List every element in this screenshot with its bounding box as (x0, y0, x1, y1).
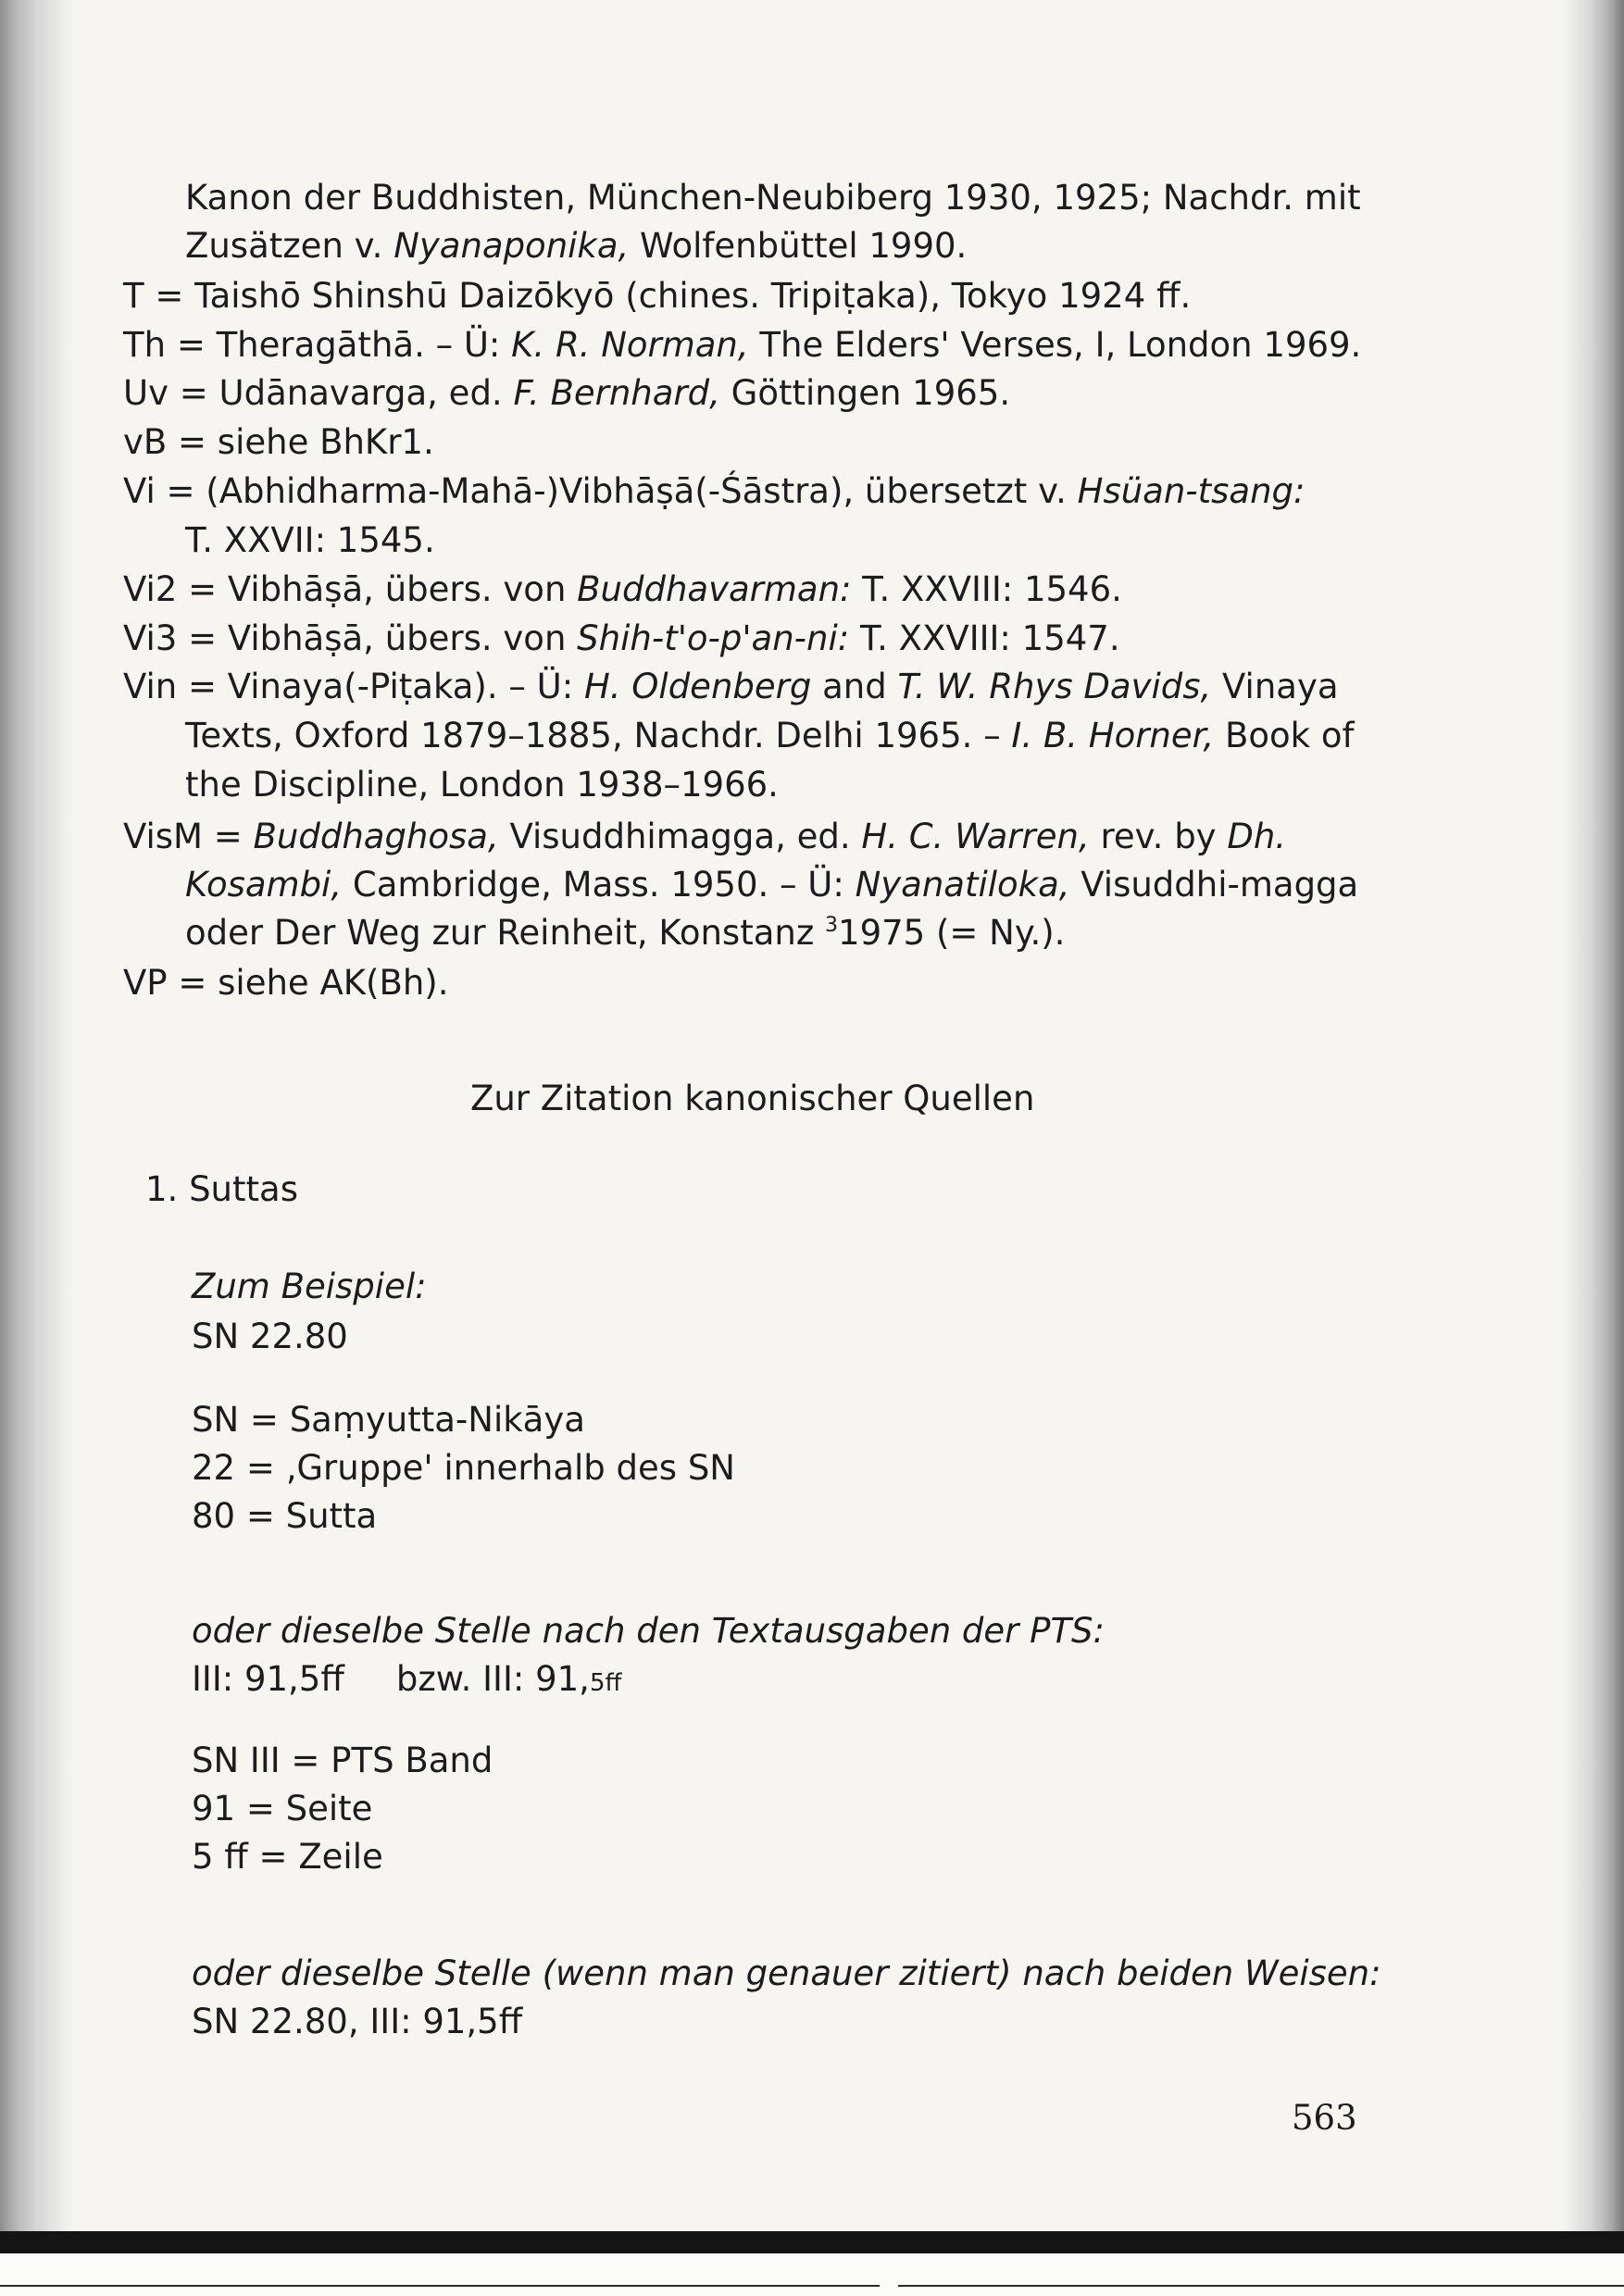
pts-reference-b: bzw. III: 91, (395, 1659, 590, 1699)
bibliography-text: T. XXVIII: 1546. (851, 569, 1122, 609)
bibliography-text: VP = siehe AK(Bh). (123, 963, 449, 1003)
bibliography-text: I. B. Horner, (1011, 716, 1215, 755)
bibliography-text: rev. by (1089, 817, 1228, 856)
bibliography-text: Cambridge, Mass. 1950. – Ü: (342, 865, 856, 905)
bibliography-line (185, 861, 1358, 909)
bibliography-text: The Elders' Verses, I, London 1969. (748, 325, 1362, 365)
bibliography-text: T. XXVIII: 1547. (849, 618, 1120, 658)
bibliography-text: Nyanatiloka, (855, 865, 1070, 905)
explanation-line: 80 = Sutta (192, 1496, 378, 1536)
bibliography-text: H. Oldenberg (583, 667, 812, 706)
page-gutter-right (1559, 0, 1624, 2240)
both-label: oder dieselbe Stelle (wenn man genauer zitiert) nach beiden Weisen: (192, 1953, 1381, 1993)
page-number: 563 (1292, 2098, 1357, 2138)
bibliography-line (185, 174, 1361, 222)
page-gutter-left (0, 0, 74, 2240)
bibliography-text: H. C. Warren, (861, 817, 1090, 856)
bibliography-text: Kanon der Buddhisten, München-Neubiberg 1930, 1925; Nachdr. mit (185, 178, 1361, 218)
pts-reference-a: III: 91,5ff (192, 1659, 344, 1699)
bibliography-line (123, 959, 448, 1007)
bibliography-text: Göttingen 1965. (719, 373, 1011, 413)
bibliography-text: and (811, 667, 898, 706)
bibliography-text: vB = siehe BhKr1. (123, 422, 434, 462)
bibliography-line (123, 369, 1010, 418)
explanation-line: 91 = Seite (192, 1789, 373, 1828)
bibliography-text: T. XXVII: 1545. (185, 520, 435, 560)
bibliography-text: Dh. (1227, 817, 1287, 856)
bibliography-line (123, 418, 434, 467)
bibliography-text: F. Bernhard, (513, 373, 720, 413)
bibliography-text: Th = Theragāthā. – Ü: (123, 325, 512, 365)
bibliography-line (123, 272, 1191, 320)
bibliography-text: Visuddhimagga, ed. (498, 817, 862, 856)
scan-rule (898, 2285, 1624, 2287)
scan-bottom-edge (0, 2231, 1624, 2253)
explanation-line: 22 = ‚Gruppe' innerhalb des SN (192, 1448, 735, 1488)
bibliography-text: Vin = Vinaya(-Piṭaka). – Ü: (123, 667, 584, 706)
bibliography-text: Texts, Oxford 1879–1885, Nachdr. Delhi 1965. – (185, 716, 1012, 755)
pts-reference-b-line: 5ff (589, 1669, 622, 1697)
bibliography-line (123, 663, 1339, 711)
bibliography-line (185, 222, 967, 270)
both-reference: SN 22.80, III: 91,5ff (192, 2002, 523, 2041)
bibliography-text: Vinaya (1211, 667, 1339, 706)
bibliography-text: Book of (1214, 716, 1355, 755)
bibliography-text: Uv = Udānavarga, ed. (123, 373, 514, 413)
scan-rule (0, 2285, 880, 2287)
bibliography-line (123, 566, 1122, 614)
bibliography-text: Vi3 = Vibhāṣā, übers. von (123, 618, 578, 658)
bibliography-line (185, 712, 1355, 760)
bibliography-text: Hsüan-tsang: (1077, 471, 1305, 511)
bibliography-text: Buddhavarman: (577, 569, 852, 609)
bibliography-line (185, 517, 435, 565)
bibliography-line (185, 761, 779, 809)
pts-label: oder dieselbe Stelle nach den Textausgaben der PTS: (192, 1611, 1106, 1651)
explanation-line: SN III = PTS Band (192, 1741, 493, 1780)
bibliography-text: Kosambi, (185, 865, 343, 905)
bibliography-line (123, 468, 1305, 516)
bibliography-line (123, 813, 1286, 861)
bibliography-line (123, 615, 1120, 663)
bibliography-text: Wolfenbüttel 1990. (629, 226, 968, 266)
section-subheading: 1. Suttas (145, 1169, 298, 1209)
edition-superscript: 3 (825, 914, 839, 937)
example-reference: SN 22.80 (192, 1316, 348, 1356)
pts-reference (192, 1655, 621, 1707)
example-label: Zum Beispiel: (192, 1267, 427, 1306)
bibliography-text: Vi = (Abhidharma-Mahā-)Vibhāṣā(-Śāstra), übersetzt v. (123, 471, 1078, 511)
explanation-line: 5 ff = Zeile (192, 1837, 383, 1877)
section-heading: Zur Zitation kanonischer Quellen (470, 1079, 1035, 1118)
bibliography-text: Vi2 = Vibhāṣā, übers. von (123, 569, 578, 609)
bibliography-line (123, 321, 1361, 369)
scan-bottom-margin (0, 2253, 1624, 2296)
bibliography-text: the Discipline, London 1938–1966. (185, 765, 779, 805)
bibliography-text: Visuddhi-magga (1069, 865, 1359, 905)
bibliography-text: Zusätzen v. (185, 226, 394, 266)
explanation-line: SN = Saṃyutta-Nikāya (192, 1400, 585, 1440)
bibliography-text: Buddhaghosa, (253, 817, 499, 856)
bibliography-text: T = Taishō Shinshū Daizōkyō (chines. Tripiṭaka), Tokyo 1924 ff. (123, 276, 1192, 316)
bibliography-text: 1975 (= Ny.). (838, 913, 1066, 953)
bibliography-text: T. W. Rhys Davids, (897, 667, 1212, 706)
bibliography-text: VisM = (123, 817, 254, 856)
bibliography-text: oder Der Weg zur Reinheit, Konstanz (185, 913, 826, 953)
bibliography-text: Shih-t'o-p'an-ni: (577, 618, 850, 658)
bibliography-text: Nyanaponika, (394, 226, 630, 266)
bibliography-line (185, 909, 1065, 963)
bibliography-text: K. R. Norman, (511, 325, 749, 365)
